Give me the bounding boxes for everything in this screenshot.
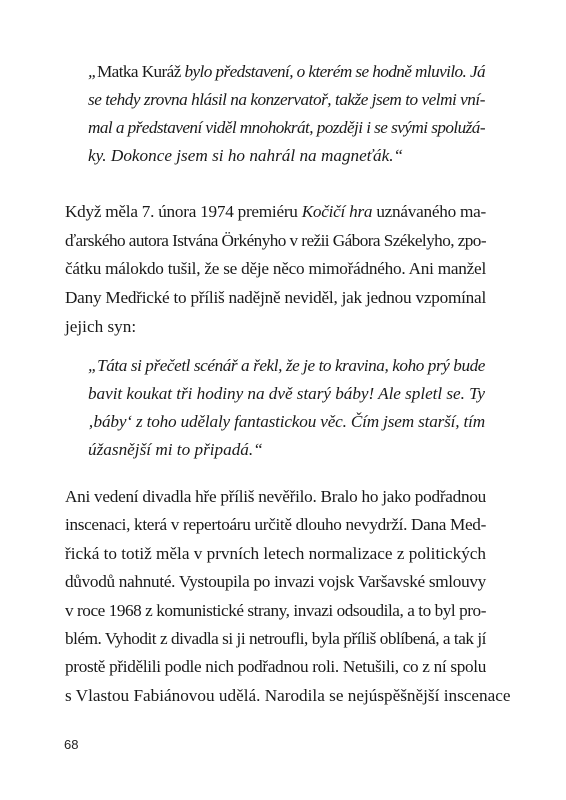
play-title: Matka Kuráž <box>96 62 181 81</box>
quote-line: „Táta si přečetl scénář a řekl, že je to kravina, koho prý bude <box>88 356 485 375</box>
page-number: 68 <box>64 737 79 752</box>
play-title: Kočičí hra <box>301 202 373 221</box>
body-line: Dany Medřické to příliš nadějně neviděl, jak jednou vzpomínal <box>65 288 486 307</box>
quote-line: mal a představení viděl mnohokrát, později i se svými spolužá- <box>88 118 485 137</box>
body-line: jejich syn: <box>65 317 137 336</box>
body-line: řická to totiž měla v prvních letech normalizace z politických <box>65 544 486 563</box>
quote-line: „Matka Kuráž bylo představení, o kterém se hodně mluvilo. Já <box>88 62 486 81</box>
quote-line: ky. Dokonce jsem si ho nahrál na magneťák.“ <box>88 146 404 165</box>
body-line: ďarského autora Istvána Örkényho v režii Gábora Székelyho, zpo- <box>65 231 486 250</box>
quote-line: bavit koukat tři hodiny na dvě starý báby! Ale spletl se. Ty <box>88 384 485 403</box>
quote-line: se tehdy zrovna hlásil na konzervatoř, takže jsem to velmi vní- <box>88 90 485 109</box>
body-line: inscenaci, která v repertoáru určitě dlouho nevydrží. Dana Med- <box>65 515 486 534</box>
body-line: čátku málokdo tušil, že se děje něco mimořádného. Ani manžel <box>65 259 486 278</box>
body-line: blém. Vyhodit z divadla si ji netroufli, byla příliš oblíbená, a tak jí <box>65 629 486 648</box>
body-line: důvodů nahnuté. Vystoupila po invazi vojsk Varšavské smlouvy <box>65 572 486 591</box>
quote-line: ‚báby‘ z toho udělaly fantastickou věc. Čím jsem starší, tím <box>88 412 485 431</box>
body-line: Ani vedení divadla hře příliš nevěřilo. Bralo ho jako podřadnou <box>65 487 486 506</box>
body-line: s Vlastou Fabiánovou udělá. Narodila se nejúspěšnější inscenace <box>65 686 511 705</box>
body-line: Když měla 7. února 1974 premiéru Kočičí hra uznávaného ma- <box>65 202 486 221</box>
quote-line: úžasnější mi to připadá.“ <box>88 440 263 459</box>
body-line: prostě přidělili podle nich podřadnou roli. Netušili, co z ní spolu <box>65 657 486 676</box>
body-line: v roce 1968 z komunistické strany, invazi odsoudila, a to byl pro- <box>65 601 486 620</box>
